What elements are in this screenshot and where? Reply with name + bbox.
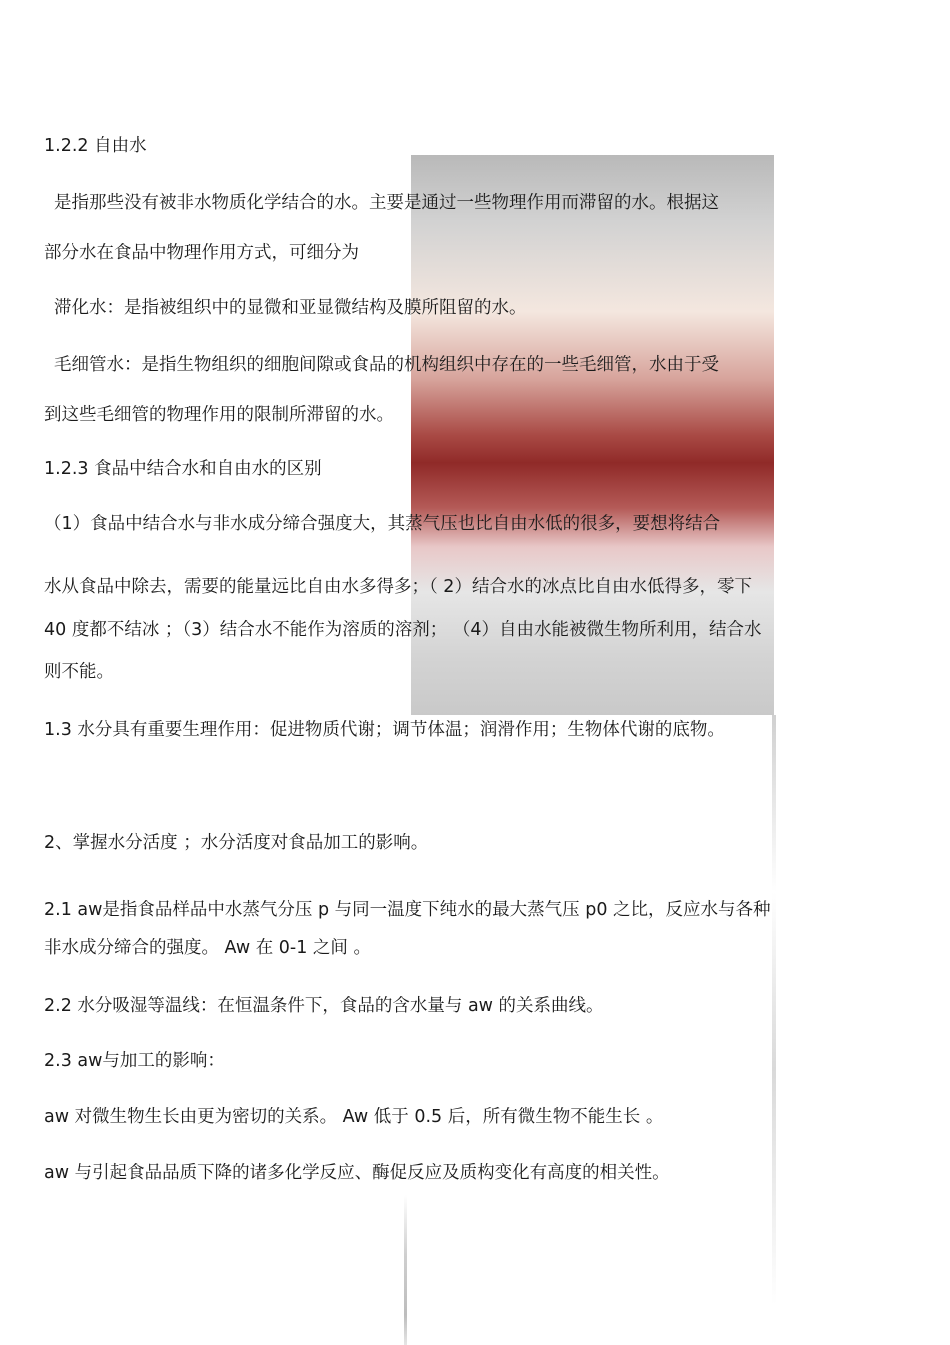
paragraph-line: 2.1 aw是指食品样品中水蒸气分压 p 与同一温度下纯水的最大蒸气压 p0 之比，反应水与各种 bbox=[44, 900, 771, 920]
paragraph-line: aw 与引起食品品质下降的诸多化学反应、酶促反应及质构变化有高度的相关性。 bbox=[44, 1163, 670, 1183]
scan-artifact-stripe bbox=[772, 715, 776, 1305]
paragraph-line: 到这些毛细管的物理作用的限制所滞留的水。 bbox=[44, 405, 394, 425]
paragraph-line: 则不能。 bbox=[44, 662, 114, 682]
paragraph-line: aw 对微生物生长由更为密切的关系。 Aw 低于 0.5 后，所有微生物不能生长 。 bbox=[44, 1107, 664, 1127]
paragraph-line: 40 度都不结冰 ；（3）结合水不能作为溶质的溶剂； （4）自由水能被微生物所利用，结合水 bbox=[44, 620, 762, 640]
section-heading-1-3: 1.3 水分具有重要生理作用：促进物质代谢；调节体温；润滑作用；生物体代谢的底物。 bbox=[44, 720, 725, 740]
paragraph-line: 部分水在食品中物理作用方式，可细分为 bbox=[44, 243, 359, 263]
section-heading-1-2-2: 1.2.2 自由水 bbox=[44, 136, 147, 156]
paragraph-line: 2.2 水分吸湿等温线：在恒温条件下，食品的含水量与 aw 的关系曲线。 bbox=[44, 996, 604, 1016]
section-heading-2-3: 2.3 aw与加工的影响： bbox=[44, 1051, 225, 1071]
paragraph-line: 非水成分缔合的强度。 Aw 在 0-1 之间 。 bbox=[44, 938, 371, 958]
paragraph-line: 水从食品中除去，需要的能量远比自由水多得多；（ 2）结合水的冰点比自由水低得多，零下 bbox=[44, 577, 752, 597]
paragraph-line: 是指那些没有被非水物质化学结合的水。主要是通过一些物理作用而滞留的水。根据这 bbox=[54, 193, 719, 213]
scan-artifact-stripe bbox=[404, 1195, 407, 1345]
section-heading-1-2-3: 1.2.3 食品中结合水和自由水的区别 bbox=[44, 459, 322, 479]
section-heading-2: 2、掌握水分活度 ；水分活度对食品加工的影响。 bbox=[44, 833, 429, 853]
paragraph-line: （1）食品中结合水与非水成分缔合强度大，其蒸气压也比自由水低的很多，要想将结合 bbox=[44, 514, 721, 534]
paragraph-line: 滞化水：是指被组织中的显微和亚显微结构及膜所阻留的水。 bbox=[54, 298, 527, 318]
paragraph-line: 毛细管水：是指生物组织的细胞间隙或食品的机构组织中存在的一些毛细管，水由于受 bbox=[54, 355, 719, 375]
